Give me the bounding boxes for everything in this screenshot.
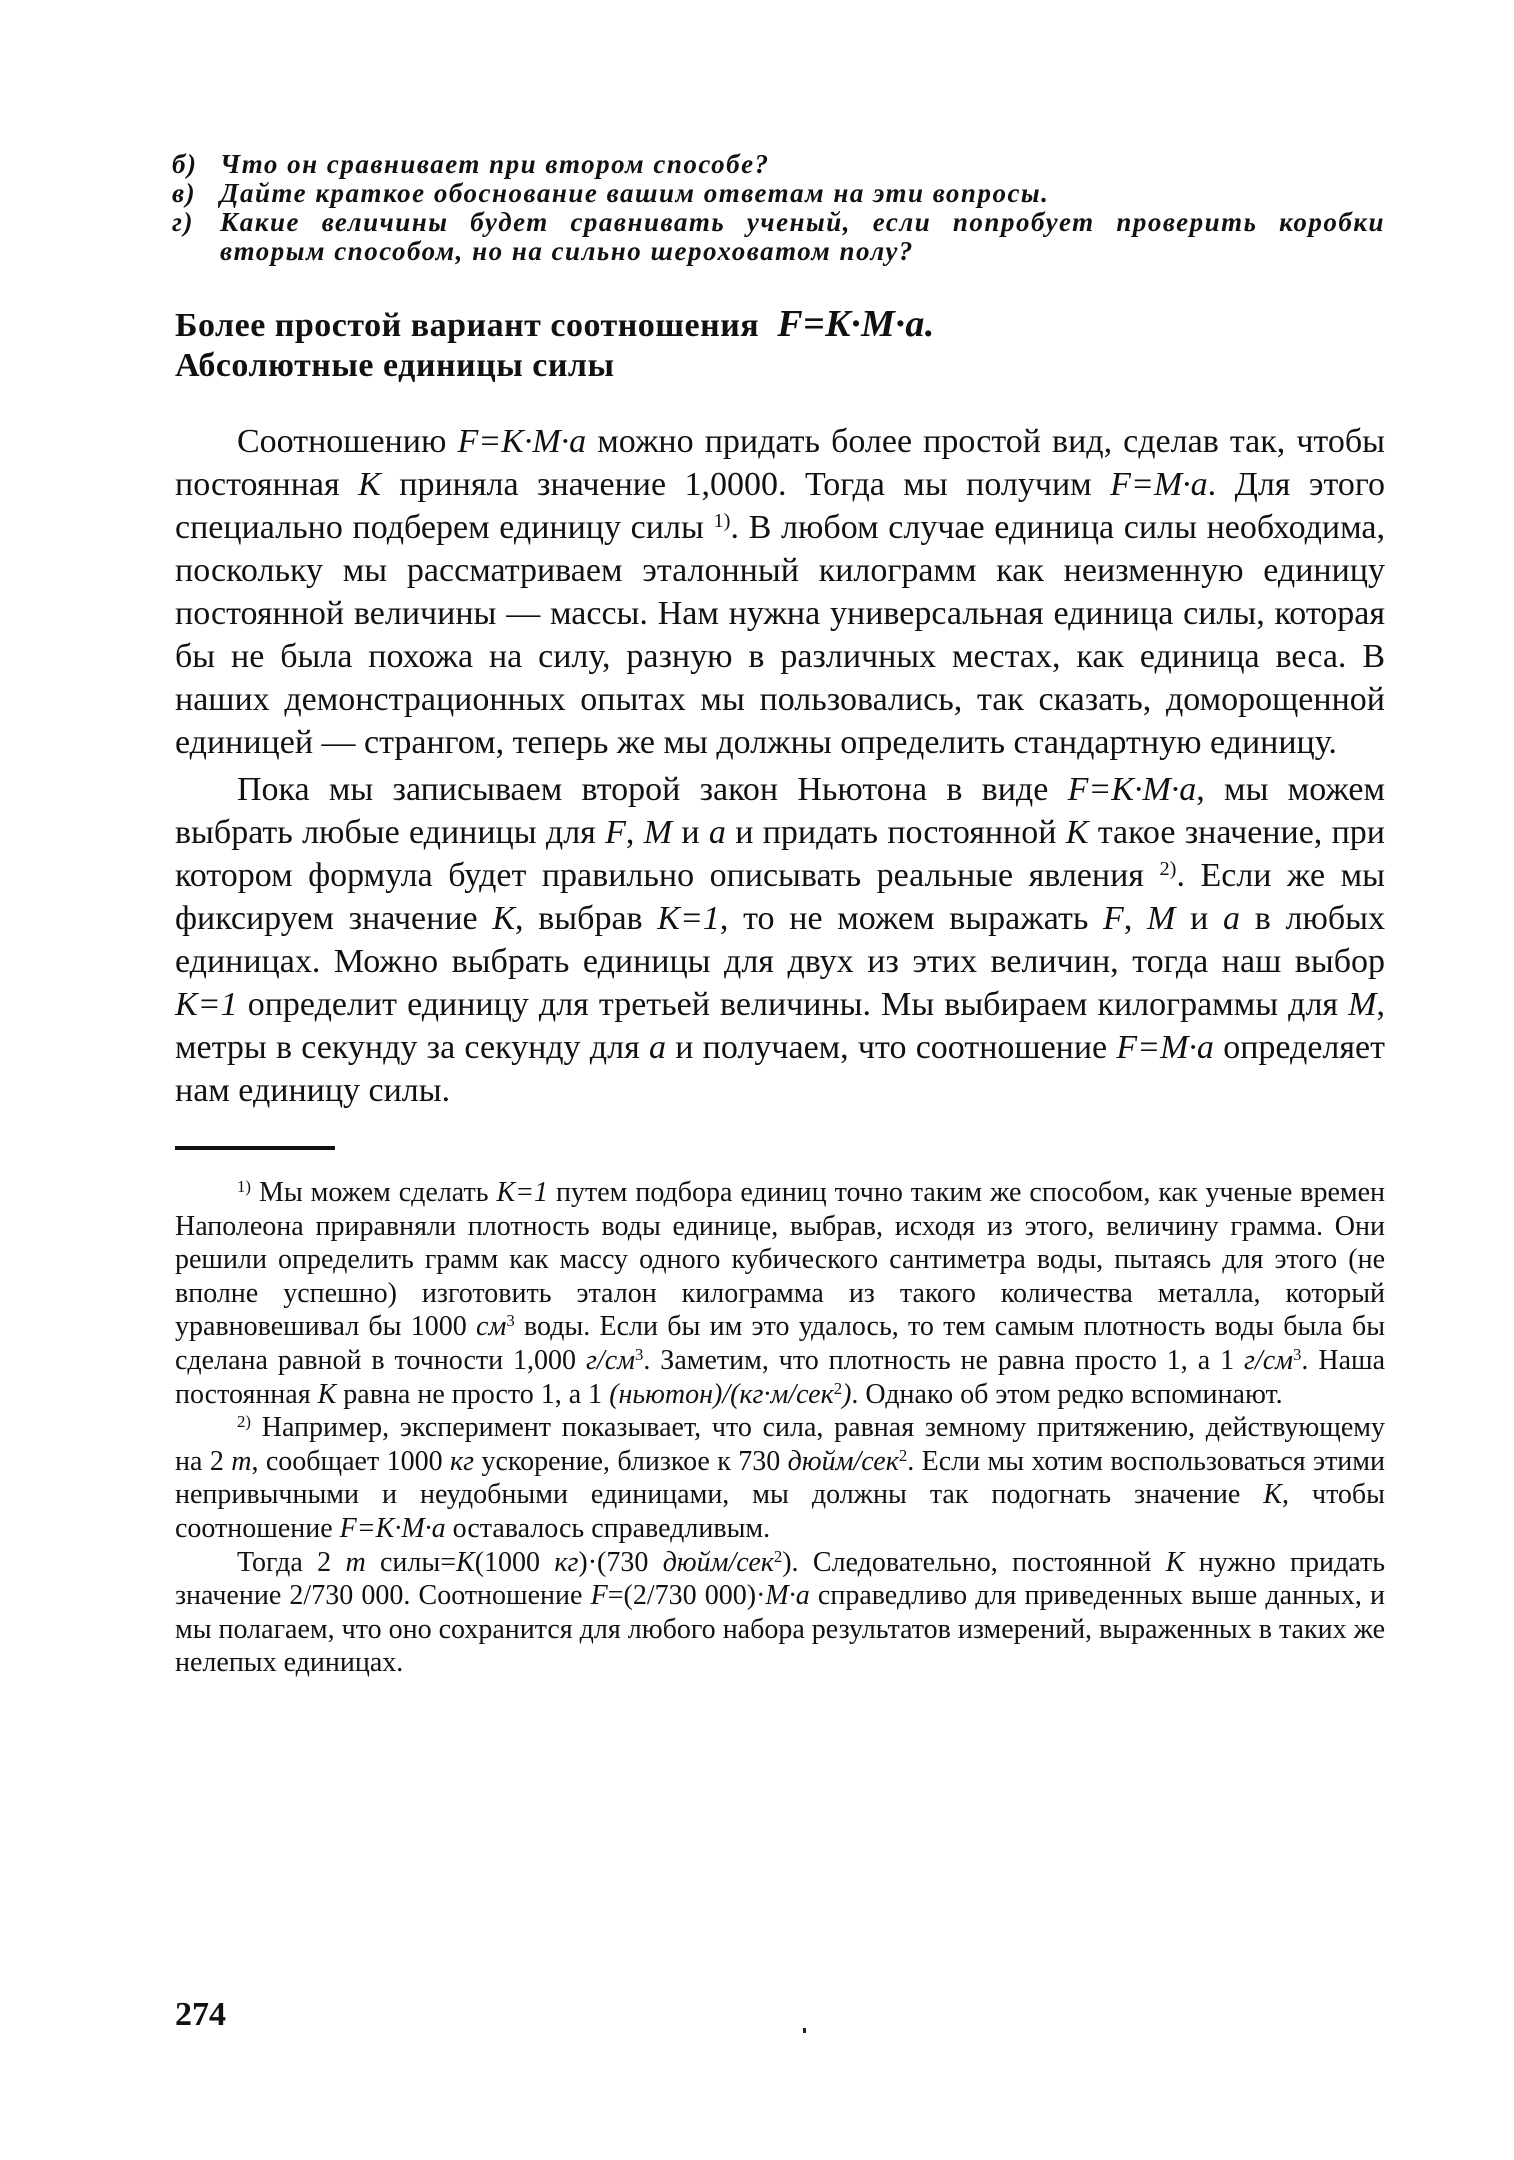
section-title-line2: Абсолютные единицы силы: [175, 347, 615, 384]
footnote-marker: 2): [237, 1411, 251, 1431]
footnote-separator: [175, 1146, 335, 1150]
section-title-text: Более простой вариант соотношения: [175, 307, 760, 344]
formula: K=1: [175, 986, 238, 1023]
unit: кг: [554, 1546, 579, 1578]
variable: K: [1165, 1546, 1185, 1578]
question-item: [172, 178, 1385, 208]
formula: F=K·M·a: [339, 1512, 446, 1544]
scan-speck: [803, 2028, 806, 2033]
unit: т: [345, 1546, 366, 1578]
formula: F=K·M·a: [457, 423, 587, 460]
footnotes: [175, 1176, 1385, 1680]
variable: K: [456, 1546, 475, 1578]
variable: K: [358, 466, 381, 503]
paragraph-2: Пока мы записываем второй закон Ньютона в виде F=K·M·a, мы можем выбрать любые единицы для F, M и a и придать постоянной K такое значение, при котором формула будет правильно описывать реальные явления $^{2)}$. Если же мы фиксируем значение K, выбрав K=1, то не можем выражать F, M и a в любых единицах. Можно выбрать единицы для двух из этих величин, тогда наш выбор K=1 определит единицу для третьей величины. Мы выбираем килограммы для M, метры в секунду за секунду для a и получаем, что соотношение F=M·a определяет нам единицу силы.: [175, 771, 1386, 1109]
question-text: Какие величины будет сравнивать ученый, если попробует проверить коробки вторым способом, но на сильно шероховатом полу?: [220, 207, 1385, 266]
question-marker: в): [172, 178, 197, 208]
variable: F: [605, 814, 626, 851]
formula: K=1: [657, 900, 720, 937]
footnote-ref[interactable]: 1): [713, 509, 731, 532]
section-heading: [175, 304, 1385, 386]
variable: M: [1348, 986, 1377, 1023]
section-title-formula: F=K·M·a.: [777, 303, 935, 345]
footnote-1: $^{1)}$ Мы можем сделать K=1 путем подбора единиц точно таким же способом, как ученые времен Наполеона приравняли плотность воды единице, выбрав, исходя из этого, величину грамма. Они решили определить грамм как массу одного кубического сантиметра воды, пытаясь для этого (не вполне успешно) изготовить эталон килограмма из такого количества металла, который уравновешивал бы 1000 $см^3$ воды. Если бы им это удалось, то тем самым плотность воды была бы сделана равной в точности 1,000 $г/см^3$. Заметим, что плотность не равна просто 1, а 1 $г/см^3$. Наша постоянная K равна не просто 1, а 1 (ньютон)/(кг·м/сек$^2$). Однако об этом редко вспоминают.: [175, 1176, 1386, 1410]
variable: K: [1263, 1479, 1282, 1511]
variable: K: [492, 900, 516, 937]
book-page: [172, 149, 1386, 1680]
footnote-ref[interactable]: 2): [1159, 857, 1177, 880]
formula: K=1: [496, 1177, 549, 1208]
formula: F=K·M·a: [1067, 771, 1197, 808]
footnote-2-continued: Тогда 2 т силы=K(1000 кг)·(730 дюйм/сек$^2$). Следовательно, постоянной K нужно придать значение 2/730 000. Соотношение F=(2/730 000)·M·a справедливо для приведенных выше данных, и мы полагаем, что оно сохранится для любого набора результатов измерений, выраженных в таких же нелепых единицах.: [175, 1546, 1385, 1679]
variable: M: [643, 814, 673, 851]
question-item: [172, 207, 1385, 266]
body-text: [175, 420, 1385, 1112]
question-text: Что он сравнивает при втором способе?: [220, 149, 770, 179]
question-list: [172, 149, 1385, 266]
footnote-marker: 1): [237, 1176, 251, 1196]
unit: дюйм/сек: [787, 1445, 899, 1477]
question-text: Дайте краткое обоснование вашим ответам на эти вопросы.: [220, 178, 1050, 208]
unit: кг: [450, 1445, 475, 1477]
unit: (ньютон)/(кг·м/сек: [609, 1378, 834, 1410]
section-title-line1: [175, 304, 1385, 346]
variable: K: [1065, 814, 1089, 851]
formula: F=M·a: [1110, 466, 1208, 503]
unit: г/см: [585, 1344, 635, 1376]
variable: K: [317, 1378, 337, 1410]
variable: F: [590, 1580, 608, 1612]
formula: F=M·a: [1116, 1029, 1214, 1066]
variable: a: [708, 814, 726, 851]
variable: M: [1147, 900, 1176, 937]
question-item: [172, 149, 1385, 179]
paragraph-1: Соотношению F=K·M·a можно придать более простой вид, сделав так, чтобы постоянная K приняла значение 1,0000. Тогда мы получим F=M·a. Для этого специально подберем единицу силы $^{1)}$. В любом случае единица силы необходима, поскольку мы рассматриваем эталонный килограмм как неизменную единицу постоянной величины — массы. Нам нужна универсальная единица силы, которая бы не была похожа на силу, разную в различных местах, как единица веса. В наших демонстрационных опытах мы пользовались, так сказать, доморощенной единицей — странгом, теперь же мы должны определить стандартную единицу.: [175, 423, 1386, 761]
formula: M·a: [765, 1580, 810, 1612]
variable: a: [648, 1029, 666, 1066]
page-number: 274: [175, 1996, 226, 2033]
unit: г/см: [1244, 1344, 1294, 1376]
question-marker: г): [172, 207, 194, 237]
question-marker: б): [172, 149, 198, 179]
unit: см: [476, 1311, 507, 1343]
variable: a: [1223, 900, 1240, 937]
unit: т: [231, 1445, 252, 1477]
unit: дюйм/сек: [662, 1546, 774, 1578]
footnote-2: $^{2)}$ Например, эксперимент показывает, что сила, равная земному притяжению, действующему на 2 т, сообщает 1000 кг ускорение, близкое к 730 дюйм/сек$^2$. Если мы хотим воспользоваться этими непривычными и неудобными единицами, мы должны так подогнать значение K, чтобы соотношение F=K·M·a оставалось справедливым.: [175, 1411, 1385, 1544]
variable: F: [1103, 900, 1124, 937]
